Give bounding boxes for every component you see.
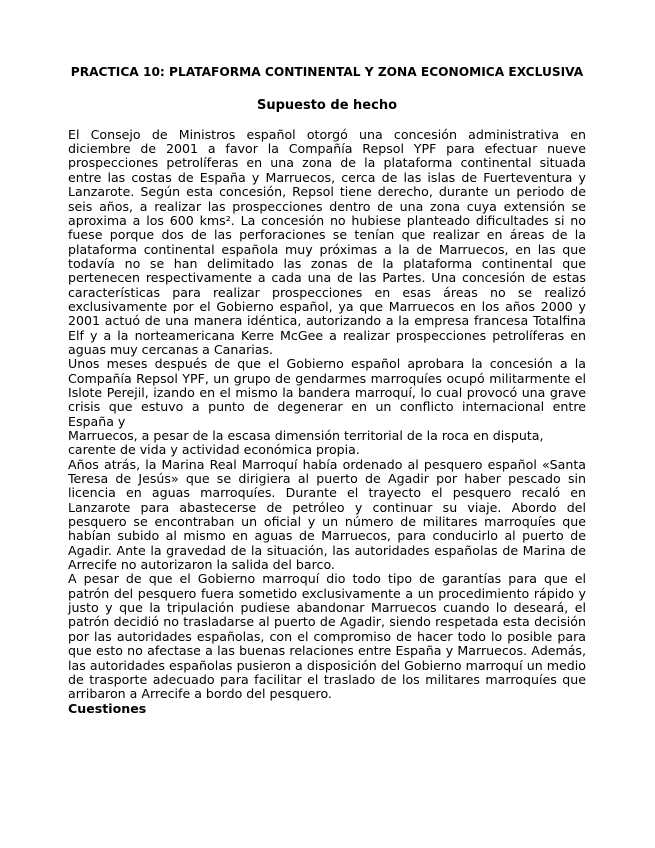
- document-body: [68, 128, 586, 716]
- paragraph-perejil-continued: Marruecos, a pesar de la escasa dimensión territorial de la roca en disputa, carente de vida y actividad económica propia.: [68, 428, 544, 458]
- document-title: PRACTICA 10: PLATAFORMA CONTINENTAL Y ZONA ECONOMICA EXCLUSIVA: [70, 65, 584, 79]
- paragraph-pesquero: Años atrás, la Marina Real Marroquí había ordenado al pesquero español «Santa Teresa de Jesús» que se dirigiera al puerto de Agadir por haber pescado sin licencia en aguas marroquíes. Durante el trayecto el pesquero recaló en Lanzarote para abastecerse de petróleo y continuar su viaje. Abordo del pesquero se encontraban un oficial y un número de militares marroquíes que habían subido al mismo en aguas de Marruecos, para conducirlo al puerto de Agadir. Ante la gravedad de la situación, las autoridades españolas de Marina de Arrecife no autorizaron la salida del barco.: [68, 456, 586, 573]
- document-page: [68, 66, 586, 716]
- section-subtitle: Supuesto de hecho: [256, 97, 398, 113]
- paragraph-concesion: El Consejo de Ministros español otorgó una concesión administrativa en diciembre de 2001 a favor la Compañía Repsol YPF para efectuar nueve prospecciones petrolíferas en una zona de la plataforma continental situada entre las costas de España y Marruecos, cerca de las islas de Fuerteventura y Lanzarote. Según esta concesión, Repsol tiene derecho, durante un periodo de seis años, a realizar las prospecciones dentro de una zona cuya extensión se aproxima a los 600 kms². La concesión no hubiese planteado dificultades si no fuese porque dos de las perforaciones se tenían que realizar en áreas de la plataforma continental española muy próximas a la de Marruecos, en las que todavía no se han delimitado las zonas de la plataforma continental que pertenecen respectivamente a cada una de las Partes. Una concesión de estas características para realizar prospecciones en esas áreas no se realizó exclusivamente por el Gobierno español, ya que Marruecos en los años 2000 y 2001 actuó de una manera idéntica, autorizando a la empresa francesa Totalfina Elf y a la norteamericana Kerre McGee a realizar prospecciones petrolíferas en aguas muy cercanas a Canarias.: [68, 126, 586, 357]
- paragraph-garantias: A pesar de que el Gobierno marroquí dio todo tipo de garantías para que el patrón del pesquero fuera sometido exclusivamente a un procedimiento rápido y justo y que la tripulación pudiese abandonar Marruecos cuando lo deseará, el patrón decidió no trasladarse al puerto de Agadir, siendo respetada esta decisión por las autoridades españolas, con el compromiso de hacer todo lo posible para que esto no afectase a las buenas relaciones entre España y Marruecos. Además, las autoridades españolas pusieron a disposición del Gobierno marroquí un medio de trasporte adecuado para facilitar el traslado de los militares marroquíes que arribaron a Arrecife a bordo del pesquero.: [68, 571, 586, 702]
- paragraph-perejil: Unos meses después de que el Gobierno español aprobara la concesión a la Compañía Repsol YPF, un grupo de gendarmes marroquíes ocupó militarmente el Islote Perejil, izando en el mismo la bandera marroquí, lo cual provocó una grave crisis que estuvo a punto de degenerar en un conflicto internacional entre España y: [68, 356, 586, 429]
- section-heading-cuestiones: Cuestiones: [68, 700, 147, 716]
